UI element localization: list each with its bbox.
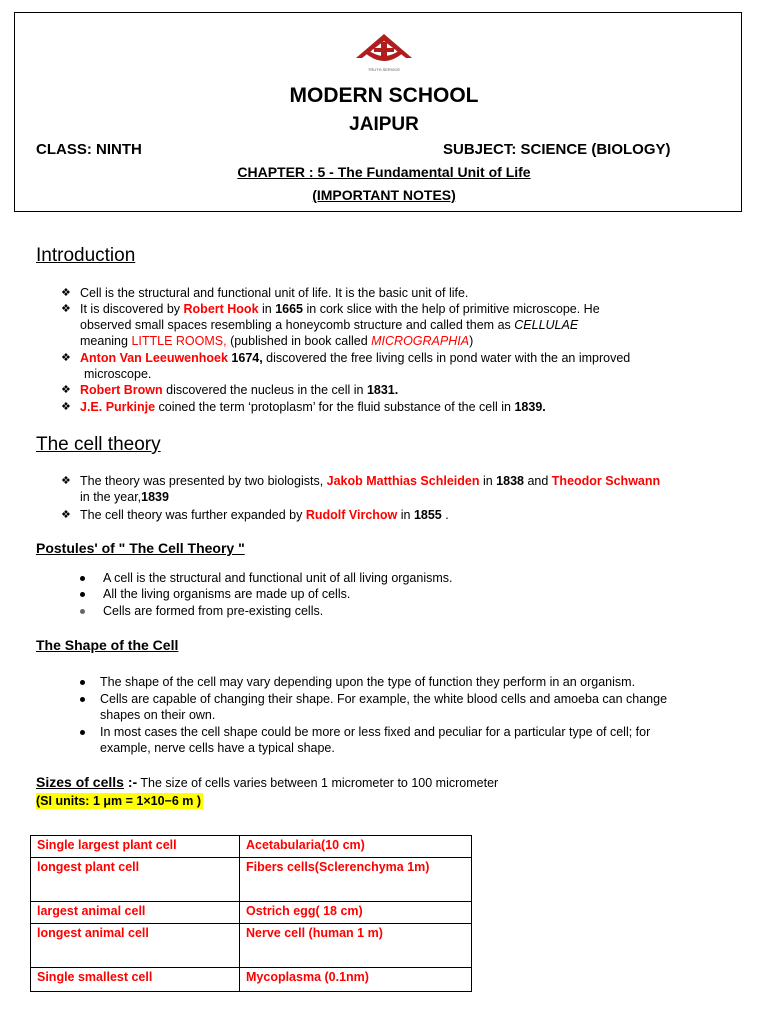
bullet-dot-icon [80,730,85,735]
shape-item-2-line-2: shapes on their own. [100,708,216,722]
bullet-dot-icon [80,592,85,597]
shape-item-3-line-2: example, nerve cells have a typical shape. [100,741,335,755]
postulate-item: All the living organisms are made up of cells. [103,587,351,601]
table-row [31,836,472,858]
shape-heading: The Shape of the Cell [36,637,179,653]
table-cell-label: Single smallest cell [31,968,240,992]
cell-theory-heading: The cell theory [36,434,161,455]
bullet-dot-icon [80,697,85,702]
theory-point-1-line-2: in the year,1839 [80,490,169,504]
cell-size-table [30,835,472,992]
table-cell-label: largest animal cell [31,902,240,924]
bullet-dot-icon [80,680,85,685]
theory-point-1: The theory was presented by two biologists, Jakob Matthias Schleiden in 1838 and Theodor Schwann [80,474,661,488]
si-units-highlight: (SI units: 1 μm = 1×10−6 m ) [36,794,202,808]
class-label: CLASS: NINTH [36,141,142,158]
diamond-bullet-icon: ❖ [61,401,71,413]
introduction-heading: Introduction [36,245,136,266]
table-cell-value: Fibers cells(Sclerenchyma 1m) [240,858,472,902]
table-cell-label: longest animal cell [31,924,240,968]
intro-point-3-line-2: microscope. [84,367,152,381]
postulate-item: A cell is the structural and functional unit of all living organisms. [103,571,453,585]
table-cell-value: Ostrich egg( 18 cm) [240,902,472,924]
table-row [31,924,472,968]
sizes-heading: Sizes of cells [36,774,124,790]
table-cell-label: Single largest plant cell [31,836,240,858]
school-name: MODERN SCHOOL [289,84,479,107]
intro-point-3: Anton Van Leeuwenhoek 1674, discovered the free living cells in pond water with the an improved [80,351,631,365]
postulates-heading: Postules' of " The Cell Theory " [36,540,245,556]
chapter-title: CHAPTER : 5 - The Fundamental Unit of Life [237,164,531,180]
theory-point-2: The cell theory was further expanded by Rudolf Virchow in 1855 . [80,508,449,522]
intro-point-2-line-3: meaning LITTLE ROOMS, (published in book called MICROGRAPHIA) [80,334,474,348]
modern-school-crest-icon [350,28,418,74]
sizes-line: Sizes of cells :- The size of cells varies between 1 micrometer to 100 micrometer [36,774,499,790]
intro-point-2: It is discovered by Robert Hook in 1665 in cork slice with the help of primitive microscope. He [80,302,600,316]
notes-subtitle: (IMPORTANT NOTES) [312,187,456,203]
table-cell-value: Mycoplasma (0.1nm) [240,968,472,992]
table-cell-label: longest plant cell [31,858,240,902]
diamond-bullet-icon: ❖ [61,384,71,396]
diamond-bullet-icon: ❖ [61,303,71,315]
bullet-dot-icon [80,609,85,614]
subject-label: SUBJECT: SCIENCE (BIOLOGY) [443,141,671,158]
table-row [31,858,472,902]
postulate-item: Cells are formed from pre-existing cells. [103,604,324,618]
intro-point-1: Cell is the structural and functional unit of life. It is the basic unit of life. [80,286,469,300]
bullet-dot-icon [80,576,85,581]
diamond-bullet-icon: ❖ [61,352,71,364]
diamond-bullet-icon: ❖ [61,509,71,521]
school-city: JAIPUR [349,114,419,135]
table-cell-value: Acetabularia(10 cm) [240,836,472,858]
shape-item-1: The shape of the cell may vary depending upon the type of function they perform in an organism. [100,675,636,689]
table-row [31,902,472,924]
diamond-bullet-icon: ❖ [61,287,71,299]
table-cell-value: Nerve cell (human 1 m) [240,924,472,968]
intro-point-4: Robert Brown discovered the nucleus in the cell in 1831. [80,383,399,397]
intro-point-5: J.E. Purkinje coined the term ‘protoplasm’ for the fluid substance of the cell in 1839. [80,400,546,414]
intro-point-2-line-2: observed small spaces resembling a honeycomb structure and called them as CELLULAE [80,318,579,332]
shape-item-2: Cells are capable of changing their shape. For example, the white blood cells and amoeba can change [100,692,668,706]
table-row [31,968,472,992]
shape-item-3: In most cases the cell shape could be more or less fixed and peculiar for a particular type of cell; for [100,725,651,739]
diamond-bullet-icon: ❖ [61,475,71,487]
svg-text:TRUTH SERVICE: TRUTH SERVICE [367,67,401,72]
